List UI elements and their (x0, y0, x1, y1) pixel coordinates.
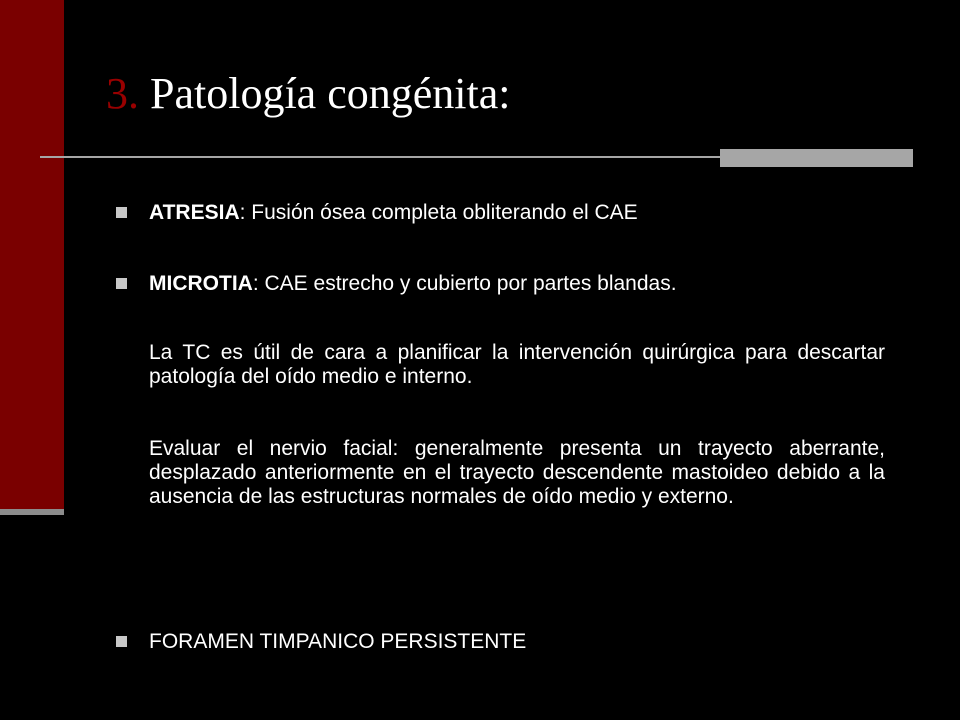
paragraph-facial-nerve: Evaluar el nervio facial: generalmente presenta un trayecto aberrante, desplazado anteriormente en el trayecto descendente mastoideo debido a la ausencia de las estructuras normales de oído medio y externo. (149, 437, 885, 508)
bullet-icon (116, 207, 127, 218)
bullet-item-microtia (149, 272, 885, 296)
bullet-icon (116, 636, 127, 647)
title-divider-line (40, 156, 722, 158)
slide-title (106, 66, 510, 122)
bullet-icon (116, 278, 127, 289)
title-divider-block (720, 149, 913, 167)
bullet-description: : CAE estrecho y cubierto por partes blandas. (252, 272, 677, 295)
bullet-term: ATRESIA (149, 201, 240, 224)
title-number: 3. (106, 69, 139, 118)
title-text: Patología congénita: (150, 69, 511, 118)
bullet-item-foramen: FORAMEN TIMPANICO PERSISTENTE (149, 630, 527, 653)
bullet-description: : Fusión ósea completa obliterando el CAE (239, 201, 638, 224)
paragraph-tc: La TC es útil de cara a planificar la intervención quirúrgica para descartar patología del oído medio e interno. (149, 341, 885, 388)
left-accent-band (0, 0, 64, 513)
bullet-term: MICROTIA (149, 272, 253, 295)
left-accent-band-cap (0, 509, 64, 515)
bullet-item-atresia (149, 201, 885, 225)
